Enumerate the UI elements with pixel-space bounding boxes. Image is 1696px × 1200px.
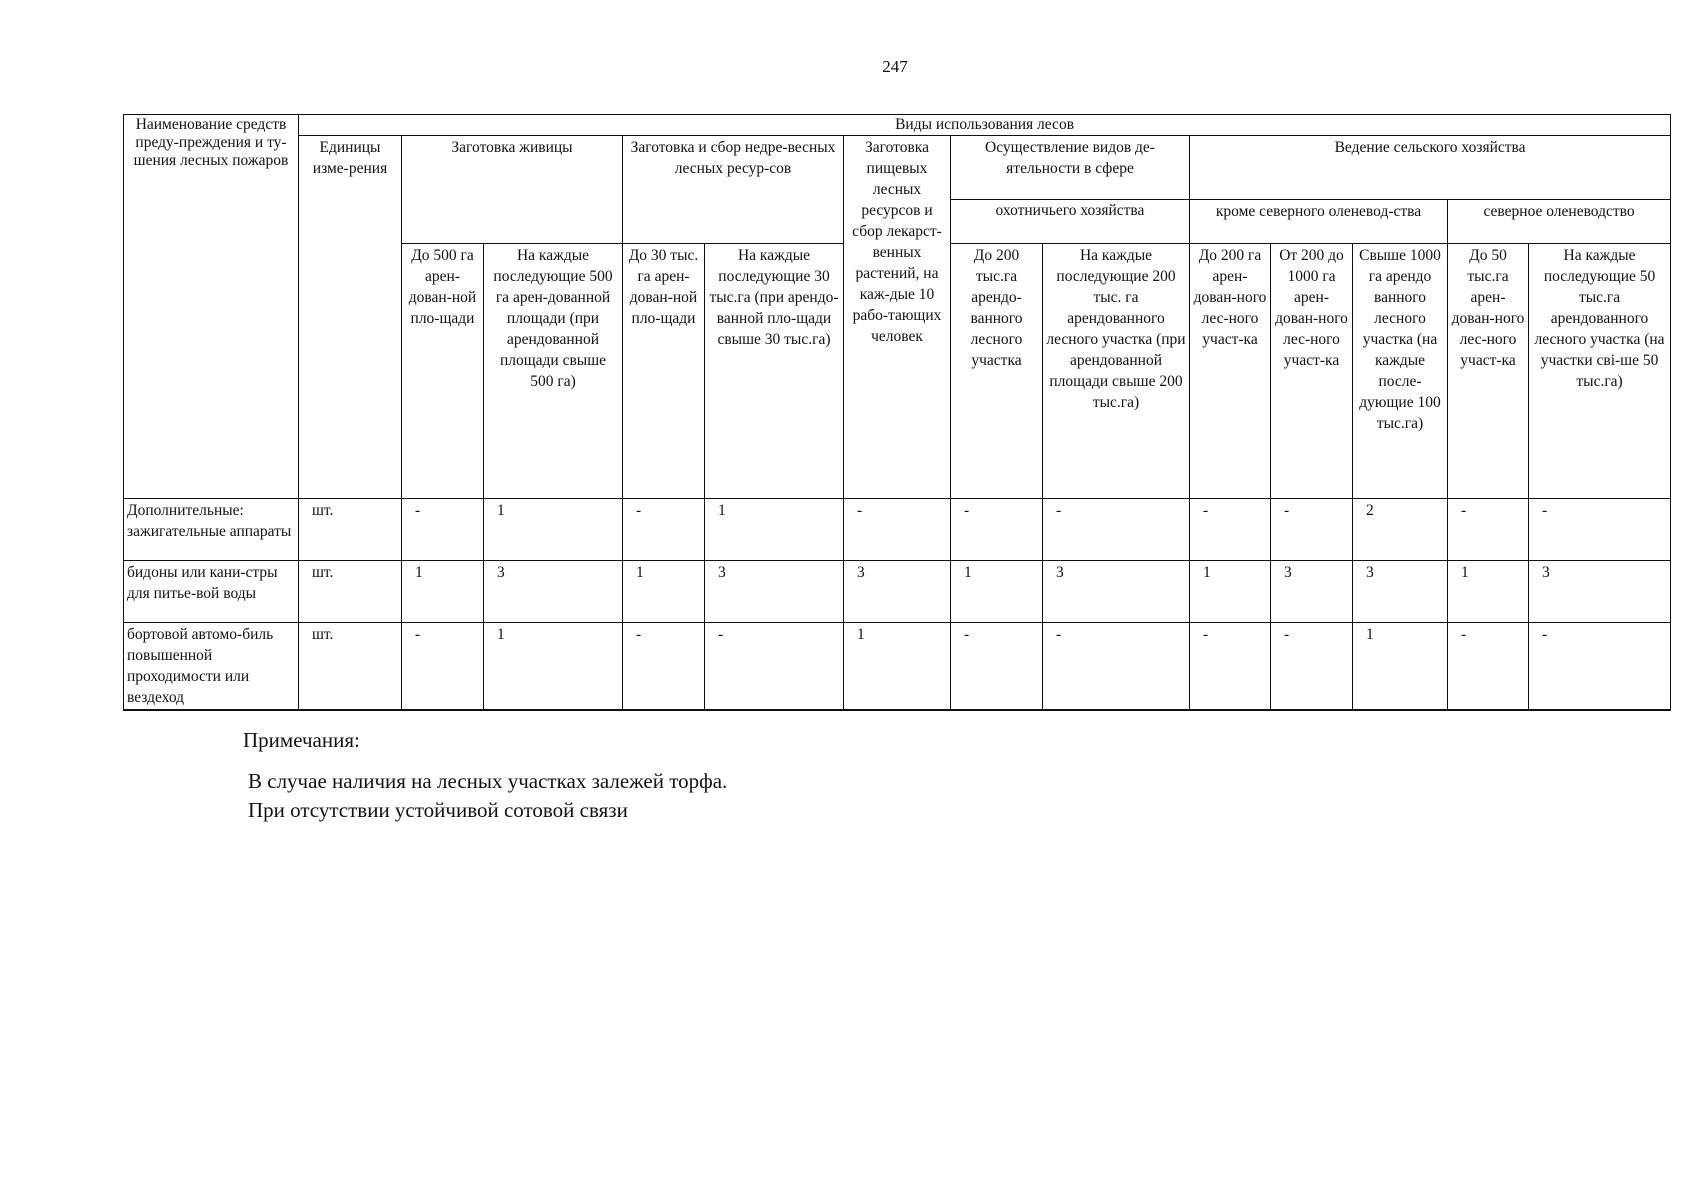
cell-value: 2 xyxy=(1353,499,1448,561)
cell-value: 1 xyxy=(705,499,844,561)
header-food-resources: Заготовка пищевых лесных ресурсов и сбор лекарст-венных растений, на каж-дые 10 рабо-тающих человек xyxy=(844,136,951,499)
note-item: При отсутствии устойчивой сотовой связи xyxy=(248,798,628,822)
cell-value: 1 xyxy=(484,499,623,561)
cell-value: 3 xyxy=(1043,561,1190,623)
header-sub-agri-200-1000: От 200 до 1000 га арен-дован-ного лес-ного участ-ка xyxy=(1271,244,1353,499)
cell-value: 3 xyxy=(844,561,951,623)
row-name: бортовой автомо-биль повышенной проходимости или вездеход xyxy=(124,623,299,711)
cell-value: - xyxy=(1529,499,1671,561)
header-sub-hunting-up-to-200k: До 200 тыс.га арендо-ванного лесного участка xyxy=(951,244,1043,499)
cell-value: 3 xyxy=(1529,561,1671,623)
header-sub-reindeer-each-50k: На каждые последующие 50 тыс.га арендованного лесного участка (на участки сві-ше 50 тыс.га) xyxy=(1529,244,1671,499)
header-sub-hunting-each-200k: На каждые последующие 200 тыс. га арендованного лесного участка (при арендованной площади свыше 200 тыс.га) xyxy=(1043,244,1190,499)
header-equipment-name: Наименование средств преду-преждения и ту-шения лесных пожаров xyxy=(124,115,299,499)
cell-value: - xyxy=(402,499,484,561)
header-except-reindeer: кроме северного оленевод-ства xyxy=(1190,200,1448,244)
header-non-timber-resources: Заготовка и сбор недре-весных лесных ресур-сов xyxy=(623,136,844,244)
row-unit: шт. xyxy=(299,623,402,711)
notes-list xyxy=(248,767,727,825)
cell-value: 3 xyxy=(1271,561,1353,623)
cell-value: - xyxy=(705,623,844,711)
cell-value: - xyxy=(623,623,705,711)
cell-value: 1 xyxy=(484,623,623,711)
header-sub-agri-over-1000: Свыше 1000 га арендо ванного лесного участка (на каждые после-дующие 100 тыс.га) xyxy=(1353,244,1448,499)
row-name: бидоны или кани-стры для питье-вой воды xyxy=(124,561,299,623)
cell-value: 3 xyxy=(1353,561,1448,623)
cell-value: - xyxy=(1043,499,1190,561)
row-name: Дополнительные: зажигательные аппараты xyxy=(124,499,299,561)
forest-fire-equipment-table xyxy=(123,114,1671,711)
cell-value: - xyxy=(951,623,1043,711)
cell-value: - xyxy=(1190,623,1271,711)
cell-value: 3 xyxy=(705,561,844,623)
cell-value: 1 xyxy=(1353,623,1448,711)
cell-value: - xyxy=(1043,623,1190,711)
cell-value: 1 xyxy=(1190,561,1271,623)
cell-value: - xyxy=(844,499,951,561)
table-row xyxy=(124,623,1671,711)
row-unit: шт. xyxy=(299,499,402,561)
header-sub-nontimber-up-to-30k: До 30 тыс. га арен-дован-ной пло-щади xyxy=(623,244,705,499)
header-types-of-forest-use: Виды использования лесов xyxy=(299,115,1671,136)
cell-value: 1 xyxy=(1448,561,1529,623)
cell-value: - xyxy=(402,623,484,711)
cell-value: - xyxy=(1271,623,1353,711)
header-agriculture: Ведение сельского хозяйства xyxy=(1190,136,1671,200)
cell-value: - xyxy=(1529,623,1671,711)
header-sub-resin-each-500: На каждые последующие 500 га арен-дованной площади (при арендованной площади свыше 500 га) xyxy=(484,244,623,499)
table-row xyxy=(124,561,1671,623)
header-sub-reindeer-up-to-50k: До 50 тыс.га арен-дован-ного лес-ного участ-ка xyxy=(1448,244,1529,499)
header-reindeer-herding: северное оленеводство xyxy=(1448,200,1671,244)
header-sub-nontimber-each-30k: На каждые последующие 30 тыс.га (при арендо-ванной пло-щади свыше 30 тыс.га) xyxy=(705,244,844,499)
cell-value: 3 xyxy=(484,561,623,623)
cell-value: - xyxy=(1190,499,1271,561)
header-hunting-activities: Осуществление видов де-ятельности в сфере xyxy=(951,136,1190,200)
cell-value: - xyxy=(951,499,1043,561)
cell-value: 1 xyxy=(844,623,951,711)
cell-value: - xyxy=(1448,623,1529,711)
page-number: 247 xyxy=(882,57,908,76)
cell-value: - xyxy=(623,499,705,561)
row-unit: шт. xyxy=(299,561,402,623)
header-hunting-economy: охотничьего хозяйства xyxy=(951,200,1190,244)
cell-value: 1 xyxy=(402,561,484,623)
note-item: В случае наличия на лесных участках залежей торфа. xyxy=(248,769,728,793)
cell-value: - xyxy=(1448,499,1529,561)
cell-value: - xyxy=(1271,499,1353,561)
header-units: Единицы изме-рения xyxy=(299,136,402,499)
notes-title: Примечания: xyxy=(243,728,360,752)
header-resin-harvesting: Заготовка живицы xyxy=(402,136,623,244)
cell-value: 1 xyxy=(951,561,1043,623)
cell-value: 1 xyxy=(623,561,705,623)
table-row xyxy=(124,499,1671,561)
header-sub-resin-up-to-500: До 500 га арен-дован-ной пло-щади xyxy=(402,244,484,499)
header-sub-agri-up-to-200: До 200 га арен-дован-ного лес-ного участ-ка xyxy=(1190,244,1271,499)
